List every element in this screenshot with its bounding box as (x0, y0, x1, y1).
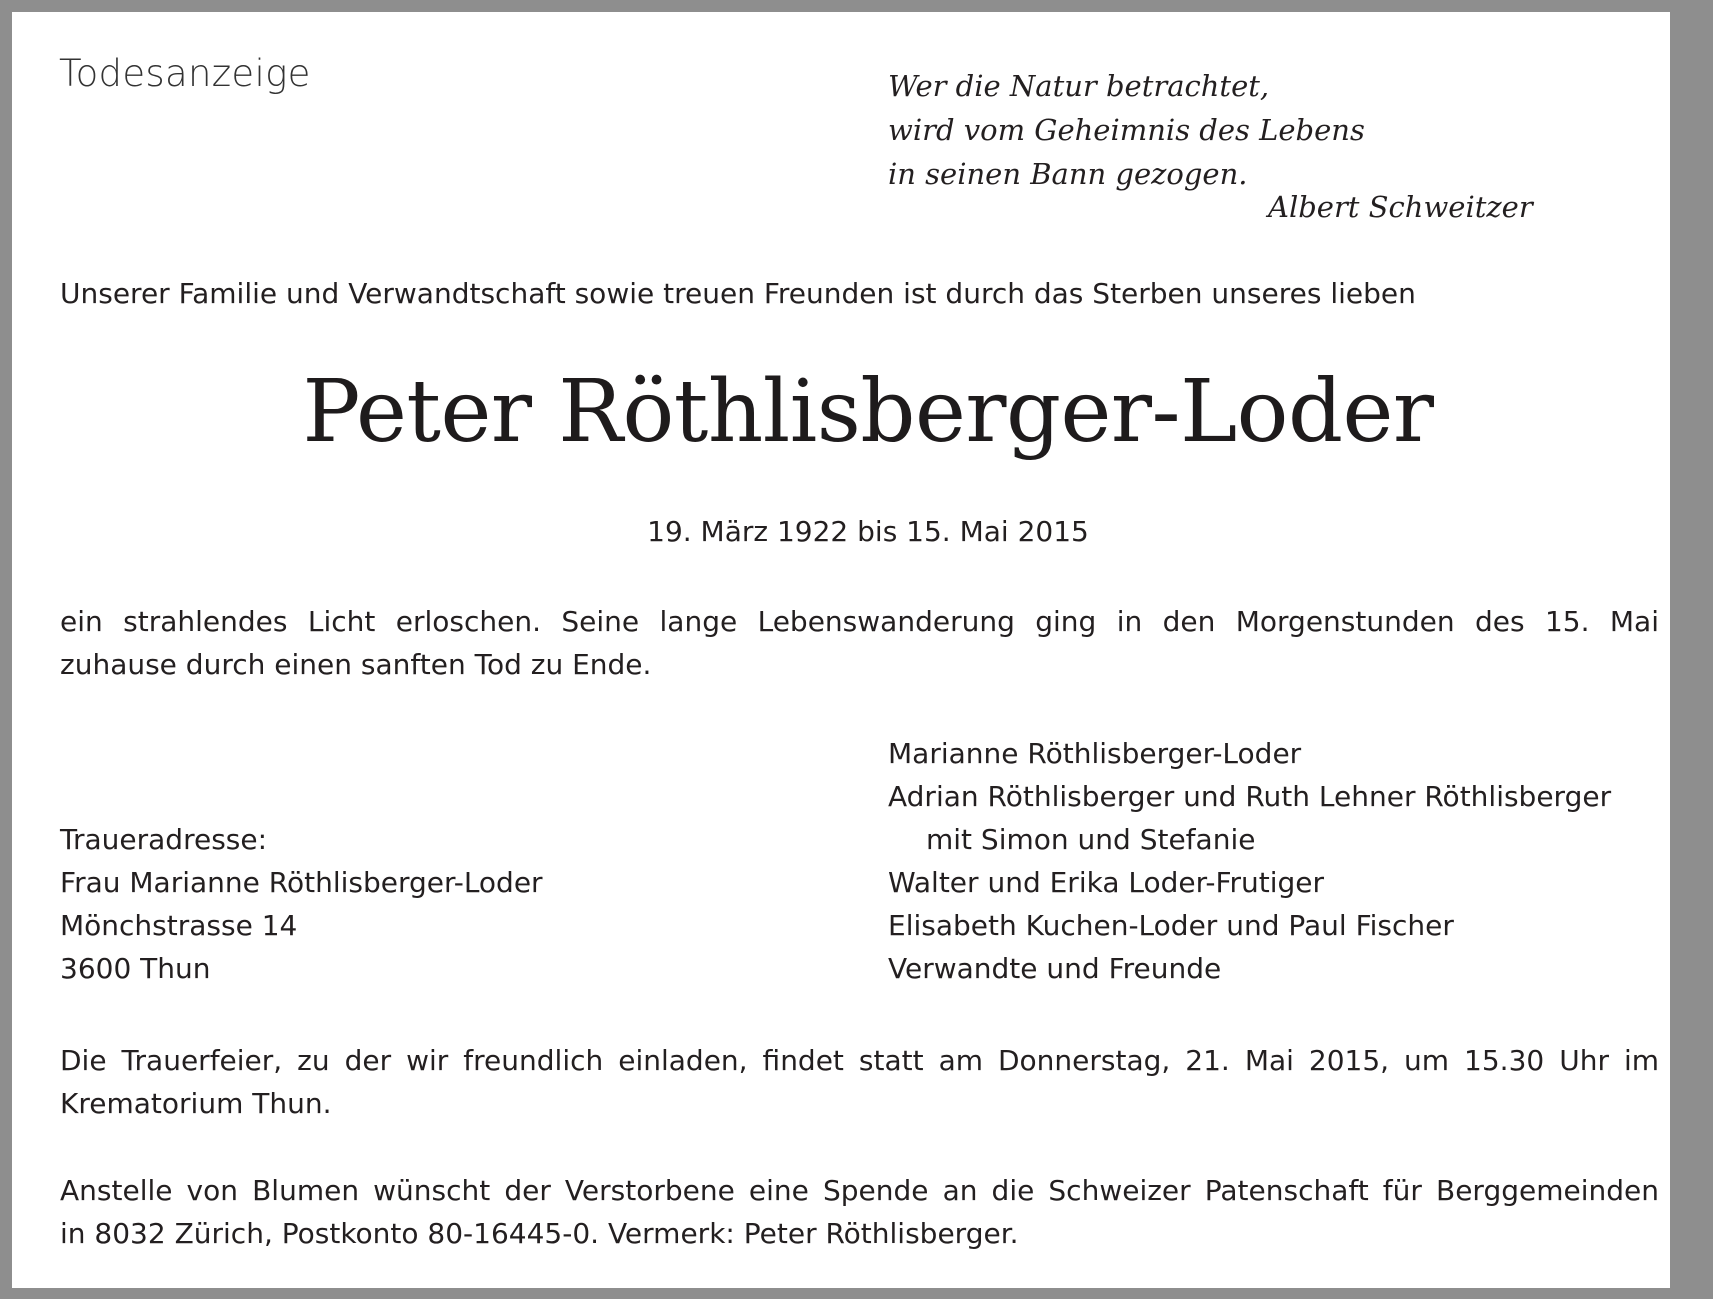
body-paragraph (60, 600, 1659, 686)
address-line: Frau Marianne Röthlisberger-Loder (60, 866, 543, 899)
ceremony-line: Krematorium Thun. (60, 1087, 332, 1120)
quote-author: Albert Schweitzer (1268, 190, 1533, 224)
quote-block (888, 64, 1365, 196)
notice-heading: Todesanzeige (59, 52, 311, 95)
deceased-name: Peter Röthlisberger-Loder (302, 362, 1434, 462)
life-dates: 19. März 1922 bis 15. Mai 2015 (647, 515, 1089, 548)
quote-line: Wer die Natur betrachtet, (888, 69, 1270, 103)
mourner-line: Marianne Röthlisberger-Loder (888, 737, 1302, 770)
ceremony-line: Die Trauerfeier, zu der wir freundlich einladen, findet statt am Donnerstag, 21. Mai 2015, um 15.30 Uhr im (60, 1044, 1659, 1077)
death-notice-card (12, 12, 1670, 1288)
intro-text: Unserer Familie und Verwandtschaft sowie treuen Freunden ist durch das Sterben unseres lieben (60, 277, 1416, 310)
mourners-list (888, 732, 1611, 990)
mourner-line: Elisabeth Kuchen-Loder und Paul Fischer (888, 909, 1454, 942)
body-line: ein strahlendes Licht erloschen. Seine lange Lebenswanderung ging in den Morgenstunden des 15. Mai (60, 605, 1659, 638)
donation-paragraph (60, 1169, 1659, 1255)
mourner-line: Verwandte und Freunde (888, 952, 1222, 985)
mourner-line: mit Simon und Stefanie (926, 823, 1256, 856)
ceremony-paragraph (60, 1039, 1659, 1125)
body-line: zuhause durch einen sanften Tod zu Ende. (60, 648, 652, 681)
donation-line: Anstelle von Blumen wünscht der Verstorbene eine Spende an die Schweizer Patenschaft für Berggemeinden (60, 1174, 1659, 1207)
address-label: Traueradresse: (60, 823, 268, 856)
mourner-line: Adrian Röthlisberger und Ruth Lehner Röthlisberger (888, 780, 1612, 813)
quote-line: in seinen Bann gezogen. (888, 157, 1248, 191)
address-line: Mönchstrasse 14 (60, 909, 298, 942)
mourning-address (60, 818, 543, 990)
donation-line: in 8032 Zürich, Postkonto 80-16445-0. Vermerk: Peter Röthlisberger. (60, 1217, 1019, 1250)
mourner-line: Walter und Erika Loder-Frutiger (888, 866, 1325, 899)
address-line: 3600 Thun (60, 952, 211, 985)
quote-line: wird vom Geheimnis des Lebens (888, 113, 1365, 147)
